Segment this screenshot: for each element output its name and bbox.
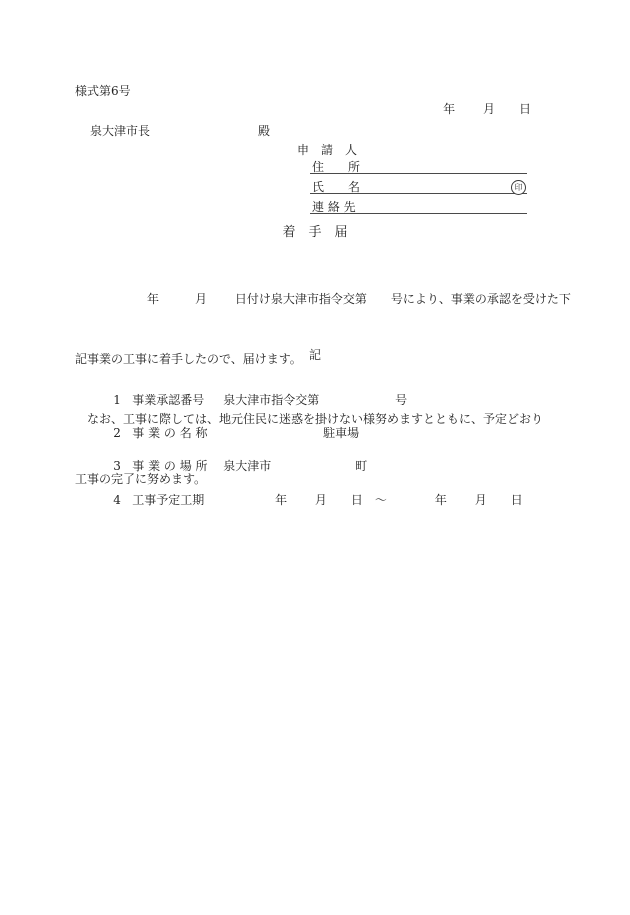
- applicant-contact-label: 連 絡 先: [312, 200, 356, 214]
- item-number: 2: [113, 426, 121, 440]
- applicant-name-field: [310, 177, 527, 194]
- applicant-address-label: 住 所: [312, 160, 361, 174]
- addressee-line: 泉大津市長 殿: [90, 124, 271, 138]
- seal-stamp-icon: 印: [511, 180, 526, 195]
- applicant-address-field: [310, 157, 527, 174]
- record-heading: 記: [308, 348, 321, 362]
- applicant-heading: 申 請 人: [297, 143, 358, 157]
- item-label: 工事予定工期: [132, 493, 205, 507]
- item-number: 1: [113, 393, 121, 407]
- applicant-contact-field: [310, 197, 527, 214]
- form-number: 様式第6号: [75, 84, 131, 98]
- item-number: 3: [113, 459, 121, 473]
- list-item-construction-period: [75, 477, 523, 522]
- body-line: なお、工事に際しては、地元住民に迷惑を掛けない様努めますとともに、予定どおり: [75, 412, 544, 426]
- body-line: 年 月 日付け泉大津市指令交第 号により、事業の承認を受けた下: [75, 292, 571, 306]
- item-label: 事 業 の 名 称: [132, 426, 208, 440]
- item-value: 泉大津市 町: [223, 459, 368, 473]
- body-line: 工事の完了に努めます。: [75, 472, 207, 486]
- item-label: 事業承認番号: [132, 393, 205, 407]
- item-label: 事 業 の 場 所: [132, 459, 208, 473]
- body-line: 記事業の工事に着手したので、届けます。: [75, 352, 302, 366]
- item-value: 駐車場: [223, 426, 360, 440]
- date-line: 年 月 日: [443, 102, 531, 116]
- item-value: 年 月 日 ～ 年 月 日: [223, 493, 523, 507]
- item-value: 泉大津市指令交第 号: [223, 393, 408, 407]
- document-title: 着手届: [282, 225, 361, 240]
- item-number: 4: [113, 493, 121, 507]
- applicant-name-label: 氏 名: [312, 180, 361, 194]
